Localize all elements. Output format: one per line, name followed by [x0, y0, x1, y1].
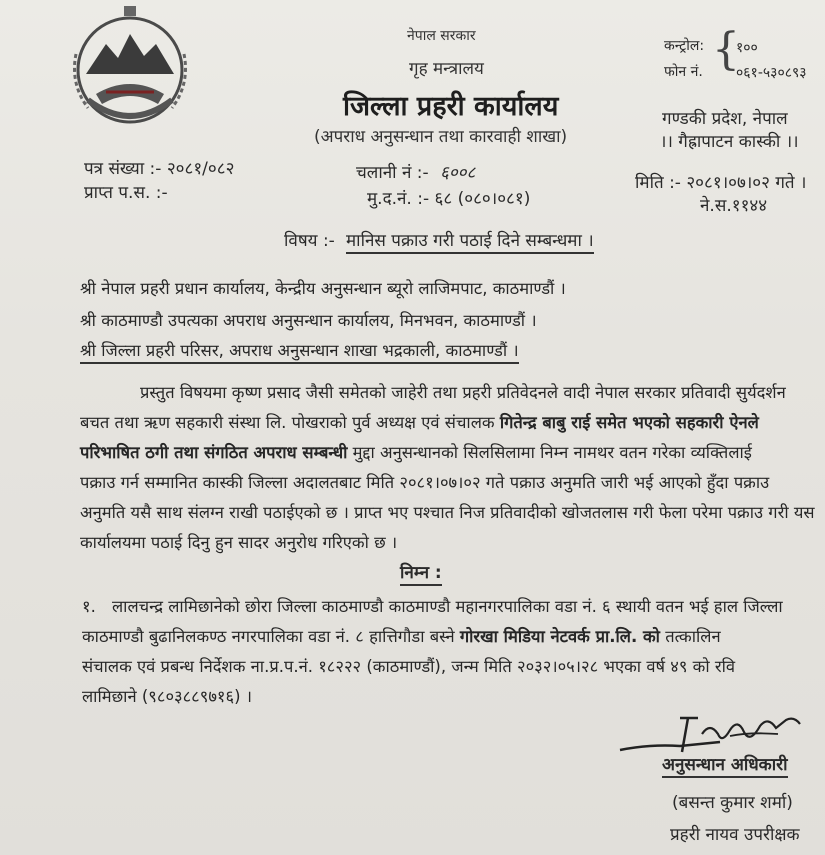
signatory-name: (बसन्त कुमार शर्मा) [672, 793, 793, 813]
brace-icon: { [712, 24, 740, 75]
list-line-2-b: गोरखा मिडिया नेटवर्क प्रा.लि. को [459, 627, 660, 646]
phone-number: ०६१-५३०८९३ [736, 65, 807, 81]
control-label: कन्ट्रोल: [664, 38, 705, 54]
body-line-3-b: मुद्दा अनुसन्धानको सिलसिलामा निम्न नामथर वतन गरेका व्यक्तिलाई [352, 443, 752, 462]
subject-text: मानिस पक्राउ गरी पठाई दिने सम्बन्धमा । [346, 228, 594, 254]
recipient-2: श्री काठमाण्डौ उपत्यका अपराध अनुसन्धान कार्यालय, मिनभवन, काठमाण्डौं । [80, 311, 537, 330]
body-line-3 [80, 440, 752, 463]
office-title: जिल्ला प्रहरी कार्यालय [343, 91, 559, 122]
recipient-1: श्री नेपाल प्रहरी प्रधान कार्यालय, केन्द्रीय अनुसन्धान ब्यूरो लाजिमपाट, काठमाण्डौं । [80, 279, 566, 298]
nepal-emblem-icon [66, 4, 194, 130]
signatory-title: अनुसन्धान अधिकारी [662, 752, 788, 778]
patra-sankhya: पत्र संख्या :- २०८१/०८२ [84, 159, 235, 179]
govt-label: नेपाल सरकार [407, 28, 476, 44]
signatory-rank: प्रहरी नायव उपरीक्षक [670, 825, 800, 845]
body-line-6: कार्यालयमा पठाई दिनु हुन सादर अनुरोध गरिएको छ । [80, 533, 398, 552]
list-line-1: लालचन्द्र लामिछानेको छोरा जिल्ला काठमाण्डौ काठमाण्डौ महानगरपालिका वडा नं. ६ स्थायी वतन भई हाल जिल्ला [112, 597, 783, 616]
body-line-2-a: बचत तथा ऋण सहकारी संस्था लि. पोखराको पुर्व अध्यक्ष एवं संचालक [80, 413, 495, 432]
body-line-1: प्रस्तुत विषयमा कृष्ण प्रसाद जैसी समेतको जाहेरी तथा प्रहरी प्रतिवेदनले वादी नेपाल सरकार प्रतिवादी सुर्यदर्शन [140, 383, 786, 402]
list-line-4: लामिछाने (९८०३८८९७१६) । [82, 687, 253, 706]
list-heading: निम्न : [400, 560, 442, 586]
chalani-label: चलानी नं :- [356, 163, 429, 183]
body-line-2-b: गितेन्द्र बाबु राई समेत भएको सहकारी ऐनले [499, 413, 759, 432]
list-line-2-a: काठमाण्डौ बुढानिलकण्ठ नगरपालिका वडा नं. ८ हात्तिगौडा बस्ने [82, 627, 455, 646]
branch-label: (अपराध अनुसन्धान तथा कारवाही शाखा) [314, 127, 568, 147]
body-line-3-a: परिभाषित ठगी तथा संगठित अपराध सम्बन्धी [80, 443, 348, 462]
nepal-sambat: ने.स.११४४ [700, 196, 768, 216]
chalani-value: ६००८ [440, 163, 476, 183]
body-line-2 [80, 410, 759, 433]
list-number: १. [82, 597, 96, 616]
body-line-4: पक्राउ गर्न सम्मानित कास्की जिल्ला अदालतबाट मिति २०८१।०७।०२ गते पक्राउ अनुमति जारी भई आएको हुँदा पक्राउ [80, 473, 770, 492]
location-label: ।। गैह्रापाटन कास्की ।। [660, 132, 799, 152]
date-label: मिति :- २०८१।०७।०२ गते । [635, 173, 807, 193]
list-line-2 [82, 624, 721, 647]
control-number: १०० [736, 40, 758, 56]
prapta-pa-sa: प्राप्त प.स. :- [84, 183, 168, 203]
body-line-5: अनुमति यसै साथ संलग्न राखी पठाईएको छ । प्राप्त भए पश्चात निज प्रतिवादीको खोजतलास गरी फेला परेमा पक्राउ गरी यस [80, 503, 815, 522]
list-line-3: संचालक एवं प्रबन्ध निर्देशक ना.प्र.प.नं. १८२२२ (काठमाण्डौं), जन्म मिति २०३२।०५।२८ भएका वर्ष ४९ को रवि [82, 657, 736, 676]
phone-label: फोन नं. [664, 64, 703, 80]
recipient-3: श्री जिल्ला प्रहरी परिसर, अपराध अनुसन्धान शाखा भद्रकाली, काठमाण्डौं । [80, 338, 519, 364]
province-label: गण्डकी प्रदेश, नेपाल [662, 109, 788, 129]
list-line-2-c: तत्कालिन [665, 627, 721, 646]
subject-label: विषय :- [284, 231, 335, 251]
ministry-label: गृह मन्त्रालय [409, 59, 484, 79]
mudda-number: मु.द.नं. :- ६८ (०८०।०८१) [367, 189, 531, 209]
